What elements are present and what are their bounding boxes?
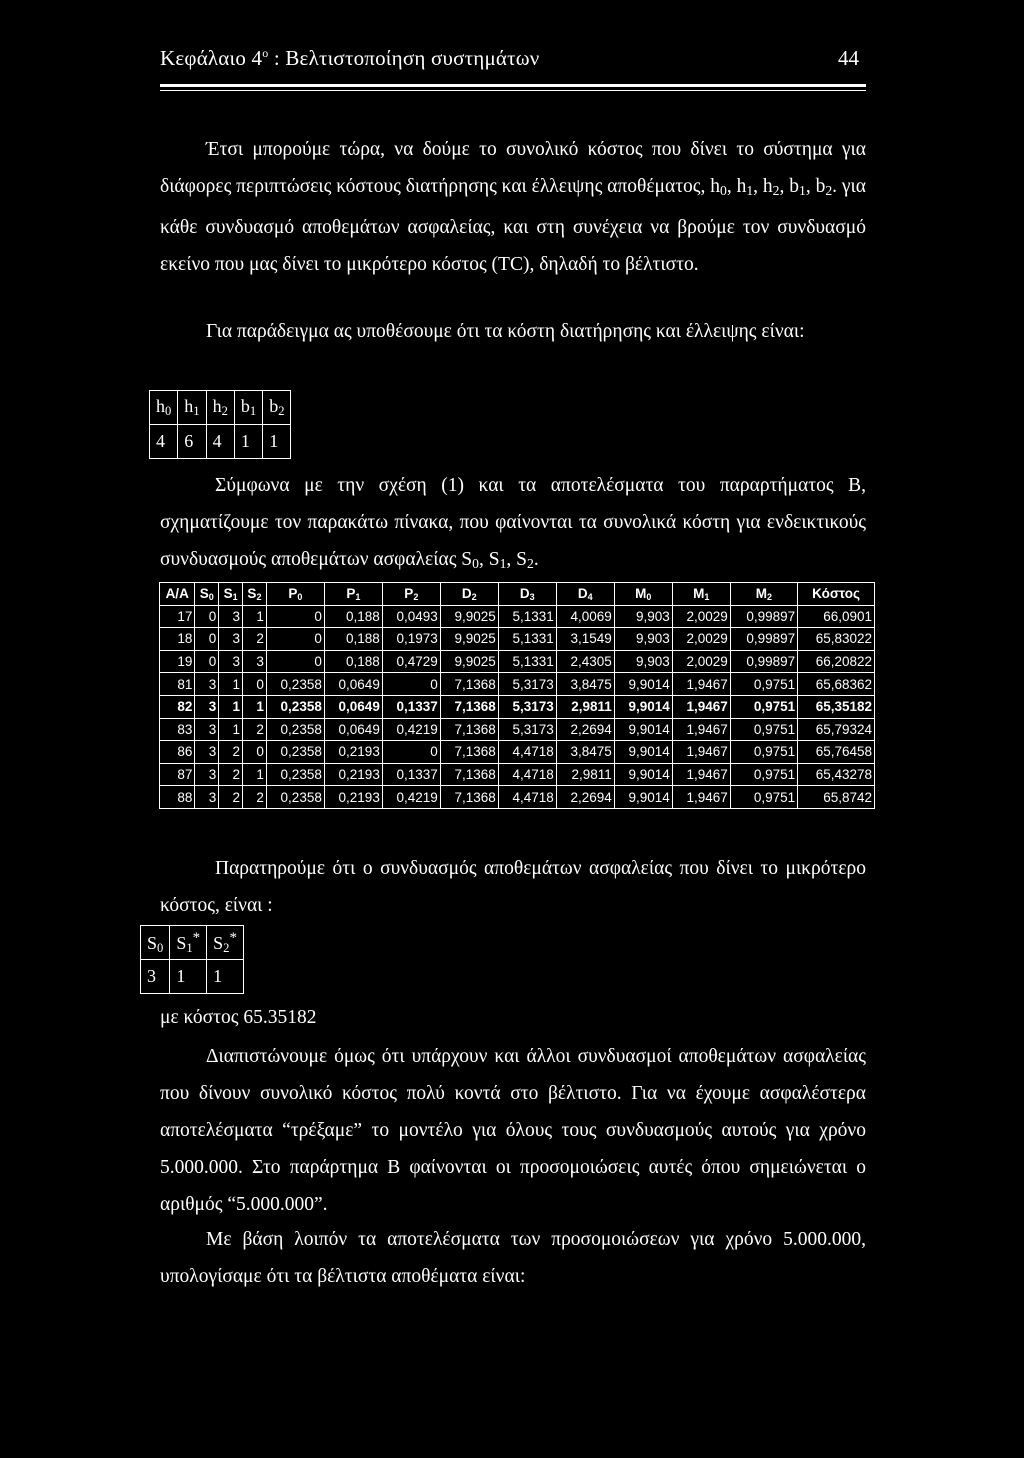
sim-cell: 7,1368 bbox=[440, 741, 498, 764]
sim-cell: 0 bbox=[266, 605, 324, 628]
sim-cell: 1 bbox=[219, 673, 243, 696]
sim-cell: 2,2694 bbox=[556, 718, 614, 741]
optimal-header-cell: $S_0$ bbox=[141, 926, 170, 960]
sim-cell: 2,0029 bbox=[672, 628, 730, 651]
sim-cell: 7,1368 bbox=[440, 673, 498, 696]
table-row bbox=[160, 786, 875, 809]
sim-cell: 19 bbox=[160, 650, 195, 673]
sim-cell: 9,903 bbox=[614, 605, 672, 628]
sim-cell: 83 bbox=[160, 718, 195, 741]
sim-cell: 9,9014 bbox=[614, 718, 672, 741]
sim-cell: 2 bbox=[243, 718, 267, 741]
sim-cell: 4,0069 bbox=[556, 605, 614, 628]
sim-cell: 65,79324 bbox=[798, 718, 875, 741]
cost-header-cell: $h_2$ bbox=[206, 391, 234, 425]
sim-cell: 65,68362 bbox=[798, 673, 875, 696]
sim-cell: 1 bbox=[219, 718, 243, 741]
sim-cell: 3 bbox=[195, 695, 219, 718]
sim-cell: 3 bbox=[243, 650, 267, 673]
sim-cell: 0 bbox=[382, 673, 440, 696]
sim-cell: 7,1368 bbox=[440, 718, 498, 741]
sim-header-cell: $S_1$ bbox=[219, 583, 243, 606]
sim-cell: 65,8742 bbox=[798, 786, 875, 809]
paragraph-observation: Παρατηρούμε ότι ο συνδυασμός αποθεμάτων ασφαλείας που δίνει το μικρότερο κόστος, είναι : bbox=[160, 858, 866, 916]
optimal-cost-line: με κόστος 65.35182 bbox=[160, 1007, 317, 1028]
sim-cell: 1,9467 bbox=[672, 741, 730, 764]
paragraph-example: Για παράδειγμα ας υποθέσουμε ότι τα κόστη διατήρησης και έλλειψης είναι: bbox=[206, 321, 805, 342]
sim-cell: 1 bbox=[243, 695, 267, 718]
cost-header-cell: $b_2$ bbox=[263, 391, 291, 425]
sim-cell: 9,9014 bbox=[614, 741, 672, 764]
sim-cell: 65,35182 bbox=[798, 695, 875, 718]
sim-header-cell: $D_2$ bbox=[440, 583, 498, 606]
header-rule-thin bbox=[160, 90, 866, 91]
cost-value-cell: 6 bbox=[178, 425, 206, 459]
sim-cell: 9,903 bbox=[614, 650, 672, 673]
sim-cell: 1 bbox=[219, 695, 243, 718]
sim-cell: 0 bbox=[195, 650, 219, 673]
sim-cell: 17 bbox=[160, 605, 195, 628]
sim-cell: 5,3173 bbox=[498, 673, 556, 696]
sim-cell: 0,2193 bbox=[324, 763, 382, 786]
sim-cell: 0,2193 bbox=[324, 786, 382, 809]
sim-cell: 88 bbox=[160, 786, 195, 809]
optimal-header-cell: $S_1^*$ bbox=[170, 926, 207, 960]
sim-cell: 1,9467 bbox=[672, 786, 730, 809]
sim-cell: 7,1368 bbox=[440, 695, 498, 718]
table-row bbox=[160, 695, 875, 718]
sim-cell: 0,188 bbox=[324, 605, 382, 628]
optimal-table-value-row bbox=[141, 960, 244, 994]
sim-cell: 5,1331 bbox=[498, 628, 556, 651]
cost-value-cell: 1 bbox=[234, 425, 262, 459]
sim-cell: 4,4718 bbox=[498, 741, 556, 764]
simulation-results-table bbox=[159, 582, 875, 809]
sim-cell: 0,188 bbox=[324, 628, 382, 651]
sim-cell: 0,0649 bbox=[324, 695, 382, 718]
cost-parameters-table bbox=[149, 390, 291, 459]
sim-cell: 1,9467 bbox=[672, 718, 730, 741]
sim-cell: 0,2358 bbox=[266, 718, 324, 741]
optimal-table-header-row bbox=[141, 926, 244, 960]
sim-cell: 0,1337 bbox=[382, 763, 440, 786]
sim-cell: 4,4718 bbox=[498, 763, 556, 786]
sim-cell: 2 bbox=[243, 786, 267, 809]
cost-header-cell: $h_0$ bbox=[150, 391, 178, 425]
sim-cell: 7,1368 bbox=[440, 763, 498, 786]
sim-cell: 2 bbox=[219, 786, 243, 809]
sim-cell: 2,4305 bbox=[556, 650, 614, 673]
sim-cell: 3 bbox=[219, 650, 243, 673]
sim-cell: 81 bbox=[160, 673, 195, 696]
sim-cell: 9,903 bbox=[614, 628, 672, 651]
sim-cell: 0 bbox=[243, 673, 267, 696]
sim-cell: 0,99897 bbox=[730, 605, 797, 628]
sim-cell: 9,9014 bbox=[614, 695, 672, 718]
sim-cell: 1,9467 bbox=[672, 763, 730, 786]
sim-cell: 5,3173 bbox=[498, 695, 556, 718]
table-row bbox=[160, 650, 875, 673]
sim-cell: 82 bbox=[160, 695, 195, 718]
sim-cell: 0,99897 bbox=[730, 650, 797, 673]
sim-cell: 0 bbox=[195, 628, 219, 651]
table-row bbox=[160, 718, 875, 741]
sim-cell: 1,9467 bbox=[672, 695, 730, 718]
sim-cell: 0,9751 bbox=[730, 763, 797, 786]
sim-cell: 0,0649 bbox=[324, 673, 382, 696]
sim-cell: 0,1973 bbox=[382, 628, 440, 651]
sim-header-cell: $P_1$ bbox=[324, 583, 382, 606]
sim-cell: 3,8475 bbox=[556, 741, 614, 764]
sim-cell: 9,9025 bbox=[440, 650, 498, 673]
paragraph-relation: Σύμφωνα με την σχέση (1) και τα αποτελέσματα του παραρτήματος Β, σχηματίζουμε τον παρακάτω πίνακα, που φαίνονται τα συνολικά κόστη για ενδεικτικούς συνδυασμούς αποθεμάτων ασφαλείας $S_0$, $S_1$, $S_2$. bbox=[160, 475, 866, 571]
sim-table-header-row bbox=[160, 583, 875, 606]
sim-cell: 0,4219 bbox=[382, 718, 440, 741]
sim-cell: 2,9811 bbox=[556, 763, 614, 786]
sim-cell: 5,3173 bbox=[498, 718, 556, 741]
sim-cell: 66,20822 bbox=[798, 650, 875, 673]
sim-cell: 3 bbox=[219, 628, 243, 651]
sim-header-cell: $M_0$ bbox=[614, 583, 672, 606]
sim-cell: 9,9025 bbox=[440, 628, 498, 651]
sim-header-cell: Κόστος bbox=[798, 583, 875, 606]
sim-cell: 0,1337 bbox=[382, 695, 440, 718]
cost-table-value-row bbox=[150, 425, 291, 459]
sim-cell: 9,9014 bbox=[614, 786, 672, 809]
sim-header-cell: $D_3$ bbox=[498, 583, 556, 606]
sim-cell: 9,9014 bbox=[614, 763, 672, 786]
sim-cell: 3,1549 bbox=[556, 628, 614, 651]
sim-cell: 0,2358 bbox=[266, 741, 324, 764]
sim-cell: 2,9811 bbox=[556, 695, 614, 718]
chapter-title: Κεφάλαιο $4^o$ : Βελτιστοποίηση συστημάτων bbox=[160, 46, 540, 70]
sim-cell: 0,9751 bbox=[730, 695, 797, 718]
sim-cell: 0,2358 bbox=[266, 695, 324, 718]
sim-cell: 0,9751 bbox=[730, 718, 797, 741]
sim-cell: 0,2358 bbox=[266, 673, 324, 696]
header-rule bbox=[160, 84, 866, 87]
sim-header-cell: $M_1$ bbox=[672, 583, 730, 606]
sim-header-cell: $S_0$ bbox=[195, 583, 219, 606]
sim-cell: 87 bbox=[160, 763, 195, 786]
sim-cell: 1 bbox=[243, 763, 267, 786]
sim-cell: 9,9025 bbox=[440, 605, 498, 628]
cost-value-cell: 4 bbox=[206, 425, 234, 459]
page-number: 44 bbox=[838, 46, 859, 70]
sim-cell: 3 bbox=[195, 786, 219, 809]
paragraph-simulation: Διαπιστώνουμε όμως ότι υπάρχουν και άλλοι συνδυασμοί αποθεμάτων ασφαλείας που δίνουν συνολικό κόστος πολύ κοντά στο βέλτιστο. Για να έχουμε ασφαλέστερα αποτελέσματα “τρέξαμε” το μοντέλο για όλους τους συνδυασμούς αυτούς για χρόνο 5.000.000. Στο παράρτημα Β φαίνονται οι προσομοιώσεις αυτές όπου σημειώνεται ο αριθμός “5.000.000”. bbox=[160, 1046, 866, 1215]
sim-cell: 65,43278 bbox=[798, 763, 875, 786]
table-row bbox=[160, 763, 875, 786]
cost-value-cell: 1 bbox=[263, 425, 291, 459]
sim-cell: 0,2358 bbox=[266, 763, 324, 786]
table-row bbox=[160, 605, 875, 628]
sim-cell: 9,9014 bbox=[614, 673, 672, 696]
table-row bbox=[160, 741, 875, 764]
sim-cell: 5,1331 bbox=[498, 605, 556, 628]
sim-cell: 1,9467 bbox=[672, 673, 730, 696]
table-row bbox=[160, 628, 875, 651]
paragraph-intro: Έτσι μπορούμε τώρα, να δούμε το συνολικό κόστος που δίνει το σύστημα για διάφορες περιπτώσεις κόστους διατήρησης και έλλειψης αποθέματος, $h_0$, $h_1$, $h_2$, $b_1$, $b_2$. για κάθε συνδυασμό αποθεμάτων ασφαλείας, και στη συνέχεια να βρούμε τον συνδυασμό εκείνο που μας δίνει το μικρότερο κόστος (TC), δηλαδή το βέλτιστο. bbox=[160, 139, 866, 275]
sim-cell: 2 bbox=[243, 628, 267, 651]
sim-cell: 0,4219 bbox=[382, 786, 440, 809]
paragraph-conclusion: Με βάση λοιπόν τα αποτελέσματα των προσομοιώσεων για χρόνο 5.000.000, υπολογίσαμε ότι τα βέλτιστα αποθέματα είναι: bbox=[160, 1229, 866, 1287]
sim-header-cell: $P_2$ bbox=[382, 583, 440, 606]
sim-cell: 2 bbox=[219, 763, 243, 786]
sim-cell: 4,4718 bbox=[498, 786, 556, 809]
sim-cell: 0,9751 bbox=[730, 786, 797, 809]
sim-cell: 3,8475 bbox=[556, 673, 614, 696]
sim-cell: 0,9751 bbox=[730, 741, 797, 764]
cost-value-cell: 4 bbox=[150, 425, 178, 459]
optimal-value-cell: 1 bbox=[207, 960, 244, 994]
optimal-value-cell: 3 bbox=[141, 960, 170, 994]
sim-cell: 0,2193 bbox=[324, 741, 382, 764]
sim-cell: 5,1331 bbox=[498, 650, 556, 673]
sim-cell: 0 bbox=[243, 741, 267, 764]
sim-cell: 3 bbox=[219, 605, 243, 628]
sim-cell: 86 bbox=[160, 741, 195, 764]
sim-header-cell: $P_0$ bbox=[266, 583, 324, 606]
sim-cell: 3 bbox=[195, 763, 219, 786]
sim-cell: 0,99897 bbox=[730, 628, 797, 651]
table-row bbox=[160, 673, 875, 696]
optimal-value-cell: 1 bbox=[170, 960, 207, 994]
sim-cell: 0,188 bbox=[324, 650, 382, 673]
sim-cell: 0 bbox=[266, 628, 324, 651]
sim-cell: 0,4729 bbox=[382, 650, 440, 673]
sim-cell: 2,0029 bbox=[672, 605, 730, 628]
sim-cell: 0,0649 bbox=[324, 718, 382, 741]
cost-header-cell: $h_1$ bbox=[178, 391, 206, 425]
cost-table-header-row bbox=[150, 391, 291, 425]
sim-cell: 0,0493 bbox=[382, 605, 440, 628]
sim-cell: 0,2358 bbox=[266, 786, 324, 809]
sim-cell: 66,0901 bbox=[798, 605, 875, 628]
sim-cell: 18 bbox=[160, 628, 195, 651]
sim-cell: 0,9751 bbox=[730, 673, 797, 696]
sim-cell: 3 bbox=[195, 741, 219, 764]
sim-cell: 65,76458 bbox=[798, 741, 875, 764]
sim-cell: 0 bbox=[382, 741, 440, 764]
sim-cell: 2 bbox=[219, 741, 243, 764]
sim-cell: 2,0029 bbox=[672, 650, 730, 673]
sim-cell: 3 bbox=[195, 673, 219, 696]
sim-header-cell: $M_2$ bbox=[730, 583, 797, 606]
sim-cell: 1 bbox=[243, 605, 267, 628]
sim-cell: 65,83022 bbox=[798, 628, 875, 651]
cost-header-cell: $b_1$ bbox=[234, 391, 262, 425]
optimal-stock-table bbox=[140, 925, 244, 994]
sim-cell: 0 bbox=[266, 650, 324, 673]
sim-cell: 2,2694 bbox=[556, 786, 614, 809]
sim-header-cell: $D_4$ bbox=[556, 583, 614, 606]
sim-cell: 7,1368 bbox=[440, 786, 498, 809]
sim-header-cell: $S_2$ bbox=[243, 583, 267, 606]
sim-header-cell: Α/Α bbox=[160, 583, 195, 606]
optimal-header-cell: $S_2^*$ bbox=[207, 926, 244, 960]
sim-cell: 0 bbox=[195, 605, 219, 628]
sim-cell: 3 bbox=[195, 718, 219, 741]
